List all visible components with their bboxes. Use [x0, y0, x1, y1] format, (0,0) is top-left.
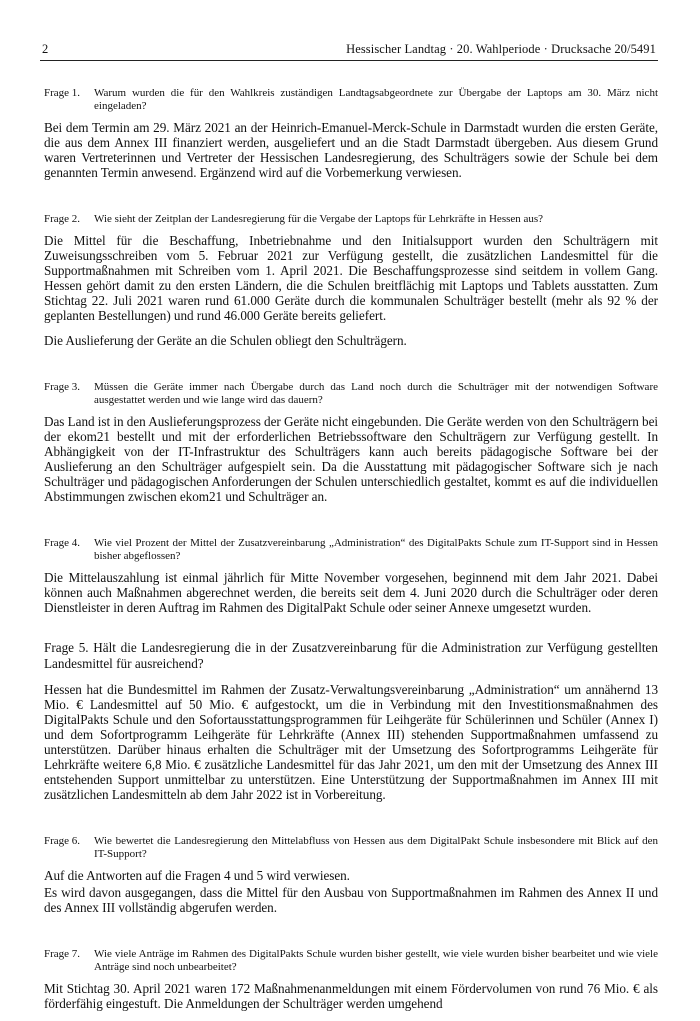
question-text: Wie viele Anträge im Rahmen des DigitalPakts Schule wurden bisher gestellt, wie viele wurden bisher bearbeitet und wie viele Anträge sind noch unbearbeitet?	[94, 948, 658, 973]
question-1	[44, 87, 658, 113]
question-label: Frage 3.	[44, 381, 81, 393]
answer-paragraph: Es wird davon ausgegangen, dass die Mittel für den Ausbau von Supportmaßnahmen im Rahmen des Annex II und des Annex III vollständig abgerufen werden.	[44, 885, 658, 915]
running-title: Hessischer Landtag · 20. Wahlperiode · Drucksache 20/5491	[346, 42, 656, 56]
question-label: Frage 5.	[44, 640, 89, 655]
answer-paragraph: Bei dem Termin am 29. März 2021 an der Heinrich-Emanuel-Merck-Schule in Darmstadt wurden die ersten Geräte, die aus dem Annex III finanziert werden, ausgeliefert und an die Stadt Darmstadt übergeben. Aus diesem Grund waren Vertreterinnen und Vertreter der Hessischen Landesregierung, des Schulträgers sowie der Schule bei dem genannten Termin anwesend. Ergänzend wird auf die Vorbemerkung verwiesen.	[44, 120, 658, 180]
question-text: Wie viel Prozent der Mittel der Zusatzvereinbarung „Administration“ des DigitalPakts Schule zum IT-Support sind in Hessen bisher abgeflossen?	[94, 537, 658, 562]
answer-paragraph: Die Mittelauszahlung ist einmal jährlich für Mitte November vorgesehen, beginnend mit dem Jahr 2021. Dabei können auch Maßnahmen abgerechnet werden, die bereits seit dem 4. Juni 2020 durch die Schulträger oder deren Dienstleister in deren Auftrag im Rahmen des DigitalPakt Schule oder seiner Annexe umgesetzt wurden.	[44, 570, 658, 615]
page-header	[40, 40, 658, 61]
answer-paragraph: Auf die Antworten auf die Fragen 4 und 5 wird verwiesen.	[44, 868, 350, 883]
answer-paragraph: Hessen hat die Bundesmittel im Rahmen der Zusatz-Verwaltungsvereinbarung „Administration“ um annähernd 13 Mio. € Landesmittel auf 50 Mio. € aufgestockt, um die in Verbindung mit den Investitionsmaßnahmen des DigitalPakts Schule und den Sofortausstattungsprogrammen für Leihgeräte für Schülerinnen und Schüler (Annex I) und dem Sofortprogramm Leihgeräte für Lehrkräfte (Annex III) stehenden Supportmaßnahmen umfassend zu unterstützen. Darüber hinaus erhalten die Schulträger mit der Umsetzung des Sofortprogramms Leihgeräte für Lehrkräfte weitere 6,8 Mio. € zusätzliche Landesmittel für das Jahr 2021, um den mit der Umsetzung des Annex III entstehenden Support unmittelbar zu unterstützen. Eine Unterstützung der Supportmaßnahmen im Annex III mit zusätzlichen Landesmitteln ab dem Jahr 2022 ist in Vorbereitung.	[44, 682, 658, 802]
question-text: Hält die Landesregierung die in der Zusatzvereinbarung für die Administration zur Verfügung gestellten Landesmittel für ausreichend?	[44, 640, 659, 671]
question-label: Frage 7.	[44, 948, 81, 960]
document-body	[44, 87, 658, 1021]
answer-paragraph: Das Land ist in den Auslieferungsprozess der Geräte nicht eingebunden. Die Geräte werden von den Schulträgern bei der ekom21 bestellt und mit der erforderlichen Betriebssoftware den Schulträgern zur Verfügung gestellt. In Abhängigkeit von der IT-Infrastruktur des Schulträgers kann auch bereits pädagogische Software bei der Auslieferung an den Schulträger aufgespielt sein. Da die Ausstattung mit pädagogischer Software sich je nach Schulträger und pädagogischen Anforderungen der Schulen unterschiedlich gestaltet, kommt es auf die individuellen Abstimmungen zwischen ekom21 und Schulträger an.	[44, 414, 658, 504]
question-text: Wie bewertet die Landesregierung den Mittelabfluss von Hessen aus dem DigitalPakt Schule insbesondere mit Blick auf den IT-Support?	[94, 835, 658, 860]
answer-paragraph: Die Auslieferung der Geräte an die Schulen obliegt den Schulträgern.	[44, 333, 407, 348]
question-5	[44, 640, 658, 672]
question-label: Frage 2.	[44, 213, 81, 225]
question-2	[44, 213, 658, 226]
question-7	[44, 948, 658, 974]
question-6	[44, 835, 658, 861]
answer-paragraph: Mit Stichtag 30. April 2021 waren 172 Maßnahmenanmeldungen mit einem Fördervolumen von rund 76 Mio. € als förderfähig eingestuft. Die Anmeldungen der Schulträger werden umgehend	[44, 981, 658, 1011]
page-number: 2	[42, 42, 49, 56]
question-label: Frage 1.	[44, 87, 81, 99]
question-4	[44, 537, 658, 563]
question-label: Frage 6.	[44, 835, 81, 847]
answer-paragraph: Die Mittel für die Beschaffung, Inbetriebnahme und den Initialsupport wurden den Schulträgern mit Zuweisungsschreiben vom 5. Februar 2021 zur Verfügung gestellt, die zusätzlichen Landesmittel für die Supportmaßnahmen mit Schreiben vom 1. April 2021. Die Beschaffungsprozesse sind seitdem in vollem Gang. Hessen gehört damit zu den ersten Ländern, die die Schulen breitflächig mit Laptops und Tablets ausstatten. Zum Stichtag 22. Juli 2021 waren rund 61.000 Geräte durch die kommunalen Schulträger bestellt (mehr als 92 % der geplanten Bestellungen) und rund 46.000 Geräte bereits geliefert.	[44, 233, 658, 323]
question-text: Müssen die Geräte immer nach Übergabe durch das Land noch durch die Schulträger mit der notwendigen Software ausgestattet werden und wie lange wird das dauern?	[94, 381, 658, 406]
question-3	[44, 381, 658, 407]
question-text: Warum wurden die für den Wahlkreis zuständigen Landtagsabgeordnete zur Übergabe der Laptops am 30. März nicht eingeladen?	[94, 87, 658, 112]
question-text: Wie sieht der Zeitplan der Landesregierung für die Vergabe der Laptops für Lehrkräfte in Hessen aus?	[94, 213, 544, 225]
question-label: Frage 4.	[44, 537, 81, 549]
